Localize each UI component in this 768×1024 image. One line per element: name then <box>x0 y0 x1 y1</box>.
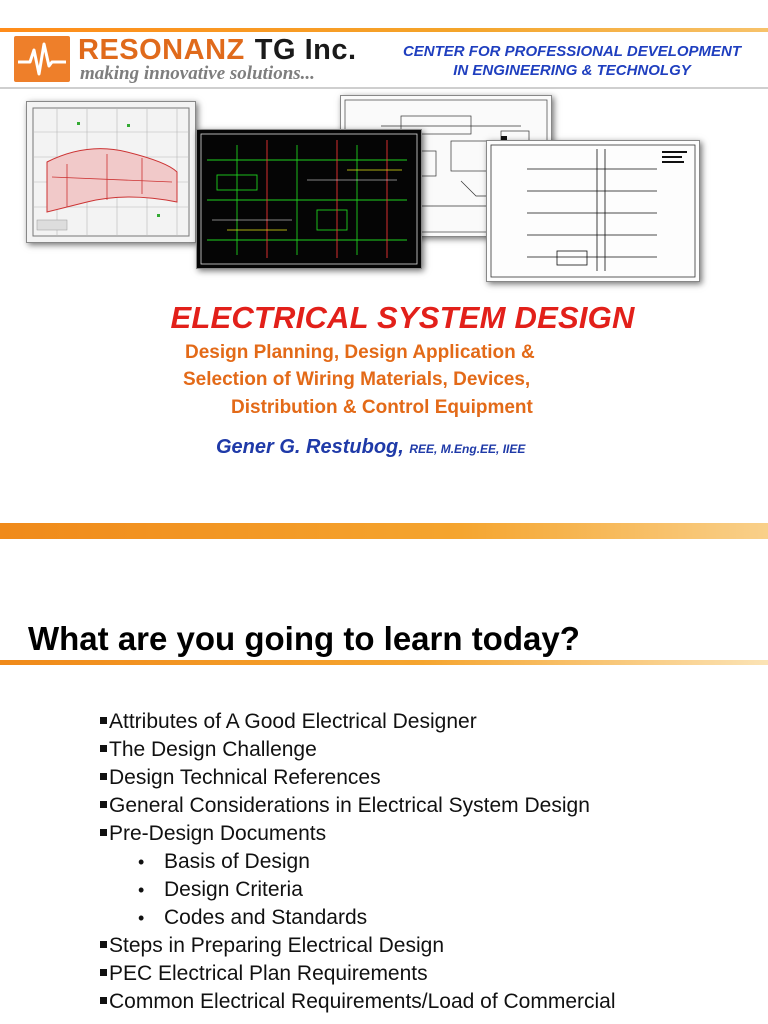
slide-title: ELECTRICAL SYSTEM DESIGN <box>170 300 635 335</box>
list-item <box>100 988 760 1016</box>
sub-list-item <box>100 848 760 876</box>
list-item-text: Design Technical References <box>109 766 381 789</box>
list-item-text: Steps in Preparing Electrical Design <box>109 934 444 957</box>
list-item <box>100 764 760 792</box>
list-item-text: Pre-Design Documents <box>109 822 327 845</box>
list-item <box>100 932 760 960</box>
center-text <box>386 42 758 80</box>
tagline: making innovative solutions... <box>80 63 315 84</box>
sub-list-item-text: Codes and Standards <box>164 906 368 929</box>
dot-bullet-icon: • <box>138 908 145 928</box>
author-name: Gener G. Restubog, <box>216 436 404 458</box>
list-item-text: General Considerations in Electrical System Design <box>109 794 590 817</box>
brand-suffix: TG Inc. <box>254 34 357 66</box>
wiring-diagram-thumbnail <box>196 129 422 269</box>
dot-bullet-icon: • <box>138 852 145 872</box>
logo <box>14 36 70 82</box>
list-item-text: Common Electrical Requirements/Load of Commercial <box>109 990 616 1013</box>
heartbeat-pulse-icon <box>14 36 70 82</box>
schematic-thumbnail <box>486 140 700 282</box>
center-line-2: IN ENGINEERING & TECHNOLGY <box>453 62 691 79</box>
square-bullet-icon <box>100 801 107 808</box>
list-item-text: PEC Electrical Plan Requirements <box>109 962 428 985</box>
author <box>216 436 525 459</box>
sub-list-item-text: Basis of Design <box>164 850 310 873</box>
heading-rule <box>0 660 768 665</box>
brand-name-text: RESONANZ <box>78 34 245 66</box>
square-bullet-icon <box>100 745 107 752</box>
list-item <box>100 736 760 764</box>
center-line-1: CENTER FOR PROFESSIONAL DEVELOPMENT <box>402 43 742 60</box>
square-bullet-icon <box>100 829 107 836</box>
list-item <box>100 708 760 736</box>
top-orange-rule <box>0 28 768 32</box>
subtitle-line-1: Design Planning, Design Application & <box>185 342 535 363</box>
bottom-orange-band <box>0 523 768 539</box>
author-credentials: REE, M.Eng.EE, IIEE <box>409 442 526 456</box>
square-bullet-icon <box>100 717 107 724</box>
sub-list-item <box>100 876 760 904</box>
list-item <box>100 820 760 848</box>
square-bullet-icon <box>100 773 107 780</box>
square-bullet-icon <box>100 941 107 948</box>
list-item <box>100 960 760 988</box>
list-item-text: Attributes of A Good Electrical Designer <box>109 710 477 733</box>
floor-plan-thumbnail <box>26 101 196 243</box>
learn-slide <box>0 540 768 1024</box>
subtitle-line-3: Distribution & Control Equipment <box>231 397 533 418</box>
square-bullet-icon <box>100 969 107 976</box>
dot-bullet-icon: • <box>138 880 145 900</box>
learn-heading: What are you going to learn today? <box>28 620 580 657</box>
learn-list <box>100 708 760 1016</box>
sub-list-item-text: Design Criteria <box>164 878 303 901</box>
list-item <box>100 792 760 820</box>
header-divider <box>0 87 768 89</box>
list-item-text: The Design Challenge <box>109 738 317 761</box>
subtitle-line-2: Selection of Wiring Materials, Devices, <box>183 369 531 390</box>
sub-list-item <box>100 904 760 932</box>
square-bullet-icon <box>100 997 107 1004</box>
